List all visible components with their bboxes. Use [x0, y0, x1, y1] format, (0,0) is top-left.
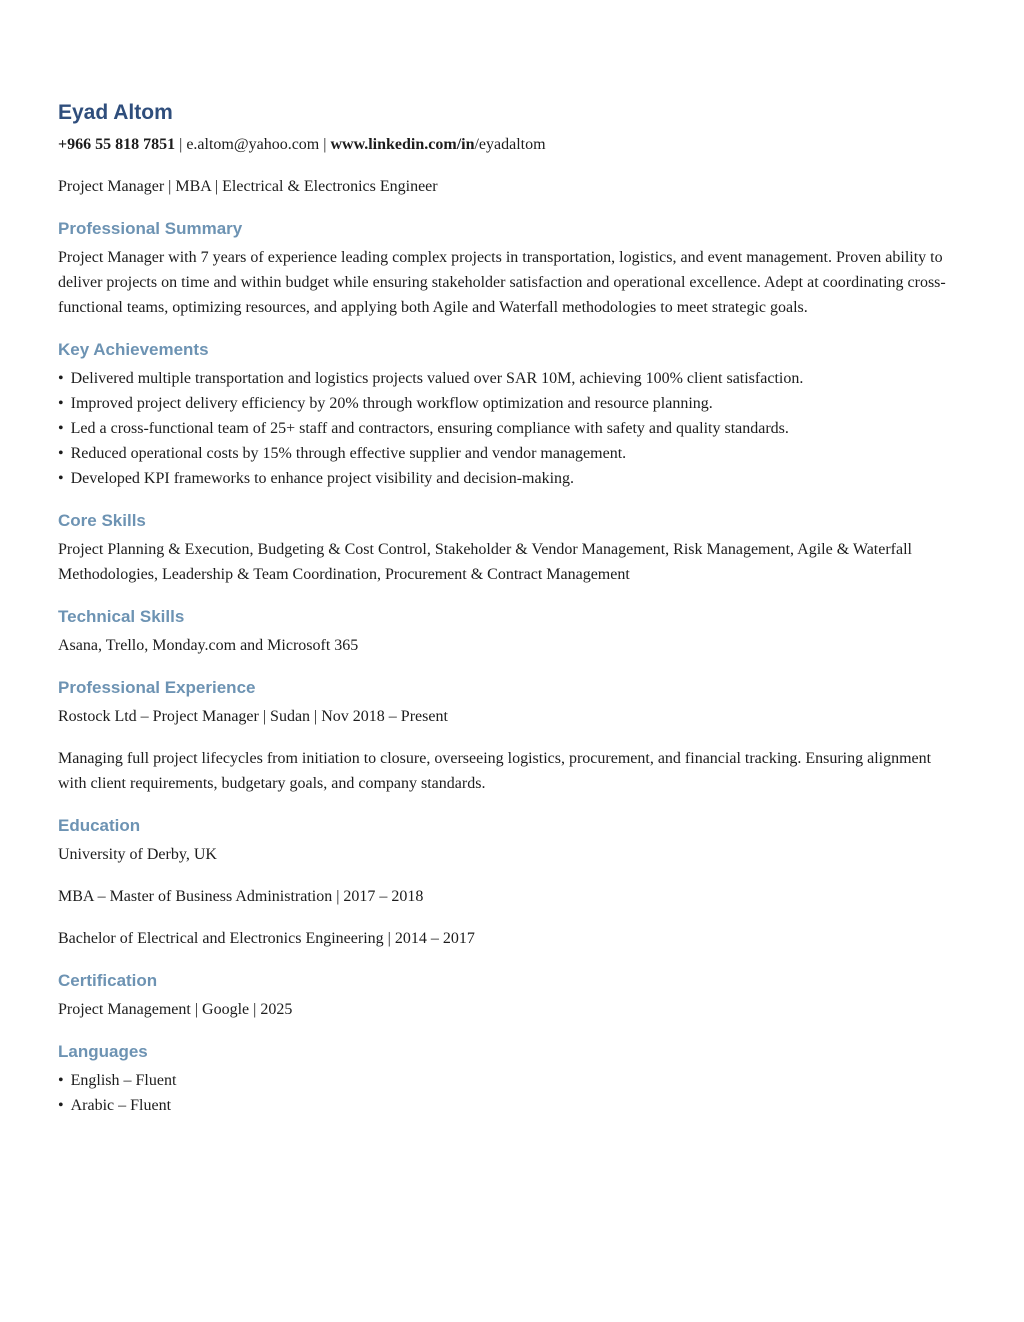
headline: Project Manager | MBA | Electrical & Electronics Engineer [58, 178, 438, 195]
section-heading-languages: Languages [58, 1042, 148, 1061]
education-entry: Bachelor of Electrical and Electronics Engineering | 2014 – 2017 [58, 930, 475, 947]
list-item: • Developed KPI frameworks to enhance project visibility and decision-making. [58, 466, 960, 491]
list-item: • Delivered multiple transportation and logistics projects valued over SAR 10M, achieving 100% client satisfaction. [58, 366, 960, 391]
list-item: • English – Fluent [58, 1068, 960, 1093]
section-heading-education: Education [58, 816, 141, 835]
section-professional-summary [58, 217, 960, 320]
section-heading-professional-experience: Professional Experience [58, 678, 256, 697]
linkedin-url: www.linkedin.com/in [330, 136, 475, 153]
contact-separator: | [319, 136, 331, 153]
professional-summary-text: Project Manager with 7 years of experience leading complex projects in transportation, logistics, and event management. Proven ability to deliver projects on time and within budget while ensuring stakeholder satisfaction and operational excellence. Adept at coordinating cross-functional teams, optimizing resources, and applying both Agile and Waterfall methodologies to meet strategic goals. [58, 249, 946, 316]
section-education [58, 814, 960, 951]
email-address: e.altom@yahoo.com [186, 136, 320, 153]
section-heading-certification: Certification [58, 971, 158, 990]
list-item: • Led a cross-functional team of 25+ staff and contractors, ensuring compliance with safety and quality standards. [58, 416, 960, 441]
section-core-skills [58, 509, 960, 587]
section-certification [58, 969, 960, 1022]
contact-line [58, 132, 960, 157]
section-heading-key-achievements: Key Achievements [58, 340, 209, 359]
linkedin-url-handle: /eyadaltom [474, 136, 546, 153]
education-entry: University of Derby, UK [58, 846, 217, 863]
languages-list [58, 1068, 960, 1118]
technical-skills-text: Asana, Trello, Monday.com and Microsoft 365 [58, 637, 359, 654]
achievements-list [58, 366, 960, 491]
core-skills-text: Project Planning & Execution, Budgeting & Cost Control, Stakeholder & Vendor Management, Risk Management, Agile & Waterfall Methodologies, Leadership & Team Coordination, Procurement & Contract Management [58, 541, 912, 583]
section-key-achievements [58, 338, 960, 491]
section-heading-professional-summary: Professional Summary [58, 219, 243, 238]
education-entry: MBA – Master of Business Administration | 2017 – 2018 [58, 888, 424, 905]
list-item: • Improved project delivery efficiency by 20% through workflow optimization and resource planning. [58, 391, 960, 416]
section-heading-core-skills: Core Skills [58, 511, 146, 530]
certification-line: Project Management | Google | 2025 [58, 1001, 293, 1018]
experience-description: Managing full project lifecycles from initiation to closure, overseeing logistics, procurement, and financial tracking. Ensuring alignment with client requirements, budgetary goals, and company standards. [58, 750, 932, 792]
section-languages [58, 1040, 960, 1118]
experience-role-line: Rostock Ltd – Project Manager | Sudan | Nov 2018 – Present [58, 708, 448, 725]
contact-separator: | [175, 136, 187, 153]
list-item: • Reduced operational costs by 15% through effective supplier and vendor management. [58, 441, 960, 466]
section-professional-experience [58, 676, 960, 796]
phone-number: +966 55 818 7851 [58, 136, 176, 153]
list-item: • Arabic – Fluent [58, 1093, 960, 1118]
candidate-name: Eyad Altom [58, 101, 173, 124]
section-heading-technical-skills: Technical Skills [58, 607, 185, 626]
section-technical-skills [58, 605, 960, 658]
